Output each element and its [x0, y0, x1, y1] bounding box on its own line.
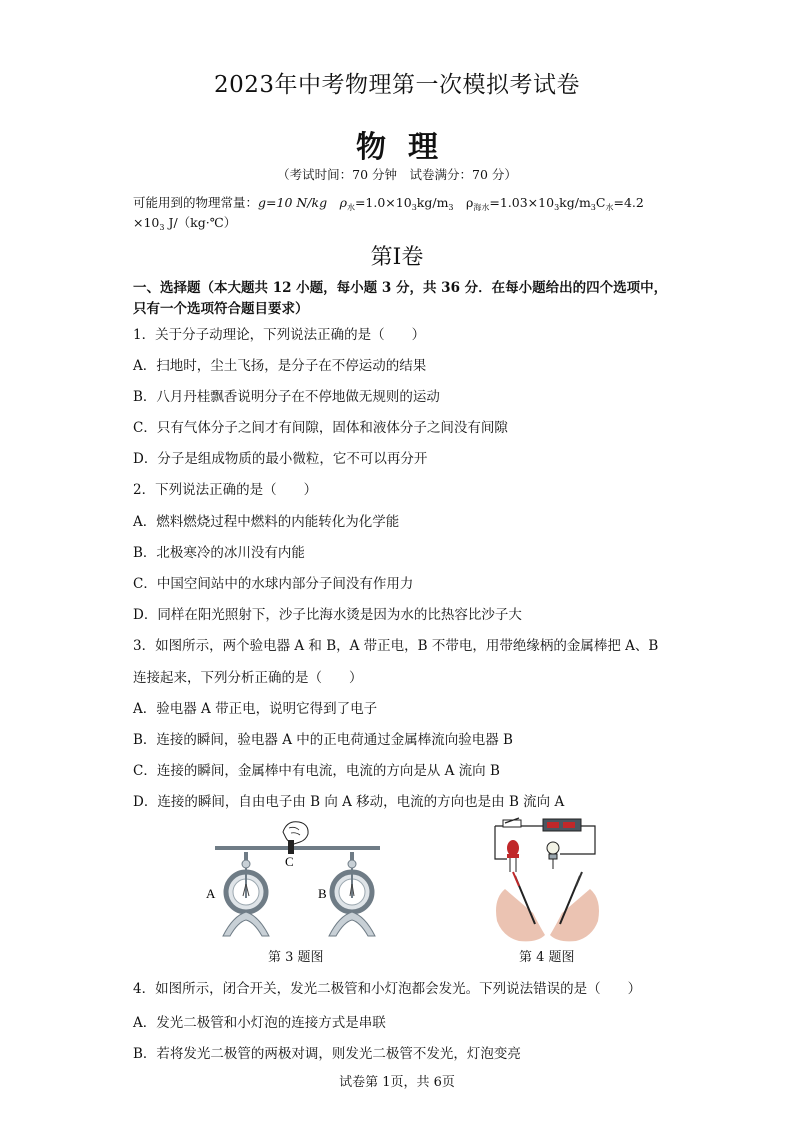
subject-title: 物理: [356, 130, 460, 165]
switch-icon: [503, 818, 521, 827]
question-2-option-a: A．燃料燃烧过程中燃料的内能转化为化学能: [133, 514, 400, 530]
question-3-stem: 3．如图所示，两个验电器 A 和 B，A 带正电，B 不带电，用带绝缘柄的金属棒把 A、B: [133, 638, 659, 654]
question-4-option-a: A．发光二极管和小灯泡的连接方式是串联: [133, 1015, 386, 1031]
figure-4-caption: 第 4 题图: [519, 950, 575, 965]
question-1-option-c: C．只有气体分子之间才有间隙，固体和液体分子之间没有间隙: [133, 420, 508, 436]
constants-line-1: 可能用到的物理常量：g=10 N/kg $\rho_水=1.0\times 10_3kg/m_3$ $\rho_{海水}=1.03\times 10_3kg/m_3C_水=4.2$: [133, 195, 644, 212]
led-icon: [507, 840, 519, 872]
figure-3-electroscopes: [205, 818, 390, 943]
question-3-option-b: B．连接的瞬间，验电器 A 中的正电荷通过金属棒流向验电器 B: [133, 732, 513, 748]
question-1-option-b: B．八月丹桂飘香说明分子在不停地做无规则的运动: [133, 389, 440, 405]
constants-line-2: $\times 10_3$ J/（kg·℃）: [133, 215, 237, 232]
figure-4-led-circuit: [485, 814, 610, 944]
label-c: C: [285, 854, 294, 869]
section-heading: 一、选择题（本大题共 12 小题，每小题 3 分，共 36 分．在每小题给出的四个选项中，: [133, 280, 668, 296]
section-heading-cont: 只有一个选项符合题目要求）: [133, 301, 309, 317]
label-a: A: [206, 886, 216, 901]
label-b: B: [318, 886, 327, 901]
question-1-stem: 1．关于分子动理论，下列说法正确的是（ ）: [133, 327, 426, 343]
electroscope-a: [223, 852, 269, 936]
question-3-option-c: C．连接的瞬间，金属棒中有电流，电流的方向是从 A 流向 B: [133, 763, 500, 779]
battery-icon: [543, 819, 581, 831]
question-4-option-b: B．若将发光二极管的两极对调，则发光二极管不发光，灯泡变亮: [133, 1046, 521, 1062]
question-2-option-d: D．同样在阳光照射下，沙子比海水烫是因为水的比热容比沙子大: [133, 607, 522, 623]
question-3-option-d: D．连接的瞬间，自由电子由 B 向 A 移动，电流的方向也是由 B 流向 A: [133, 794, 565, 810]
metal-rod: [215, 846, 380, 850]
question-4-stem: 4．如图所示，闭合开关，发光二极管和小灯泡都会发光。下列说法错误的是（ ）: [133, 981, 642, 997]
question-2-option-c: C．中国空间站中的水球内部分子间没有作用力: [133, 576, 414, 592]
question-3-option-a: A．验电器 A 带正电，说明它得到了电子: [133, 701, 378, 717]
bulb-icon: [547, 842, 559, 869]
figure-3-caption: 第 3 题图: [268, 950, 324, 965]
question-1-option-a: A．扫地时，尘土飞扬，是分子在不停运动的结果: [133, 358, 427, 374]
exam-title: 2023年中考物理第一次模拟考试卷: [213, 72, 581, 98]
exam-info: （考试时间：70 分钟 试卷满分：70 分）: [277, 167, 517, 182]
question-3-stem-cont: 连接起来，下列分析正确的是（ ）: [133, 670, 363, 686]
electroscope-b: [329, 852, 375, 936]
hands-icon: [496, 872, 599, 941]
question-2-stem: 2．下列说法正确的是（ ）: [133, 482, 318, 498]
question-2-option-b: B．北极寒冷的冰川没有内能: [133, 545, 305, 561]
volume-title: 第Ⅰ卷: [370, 245, 424, 270]
page-footer: 试卷第 1页，共 6页: [339, 1075, 455, 1090]
question-1-option-d: D．分子是组成物质的最小微粒，它不可以再分开: [133, 451, 428, 467]
